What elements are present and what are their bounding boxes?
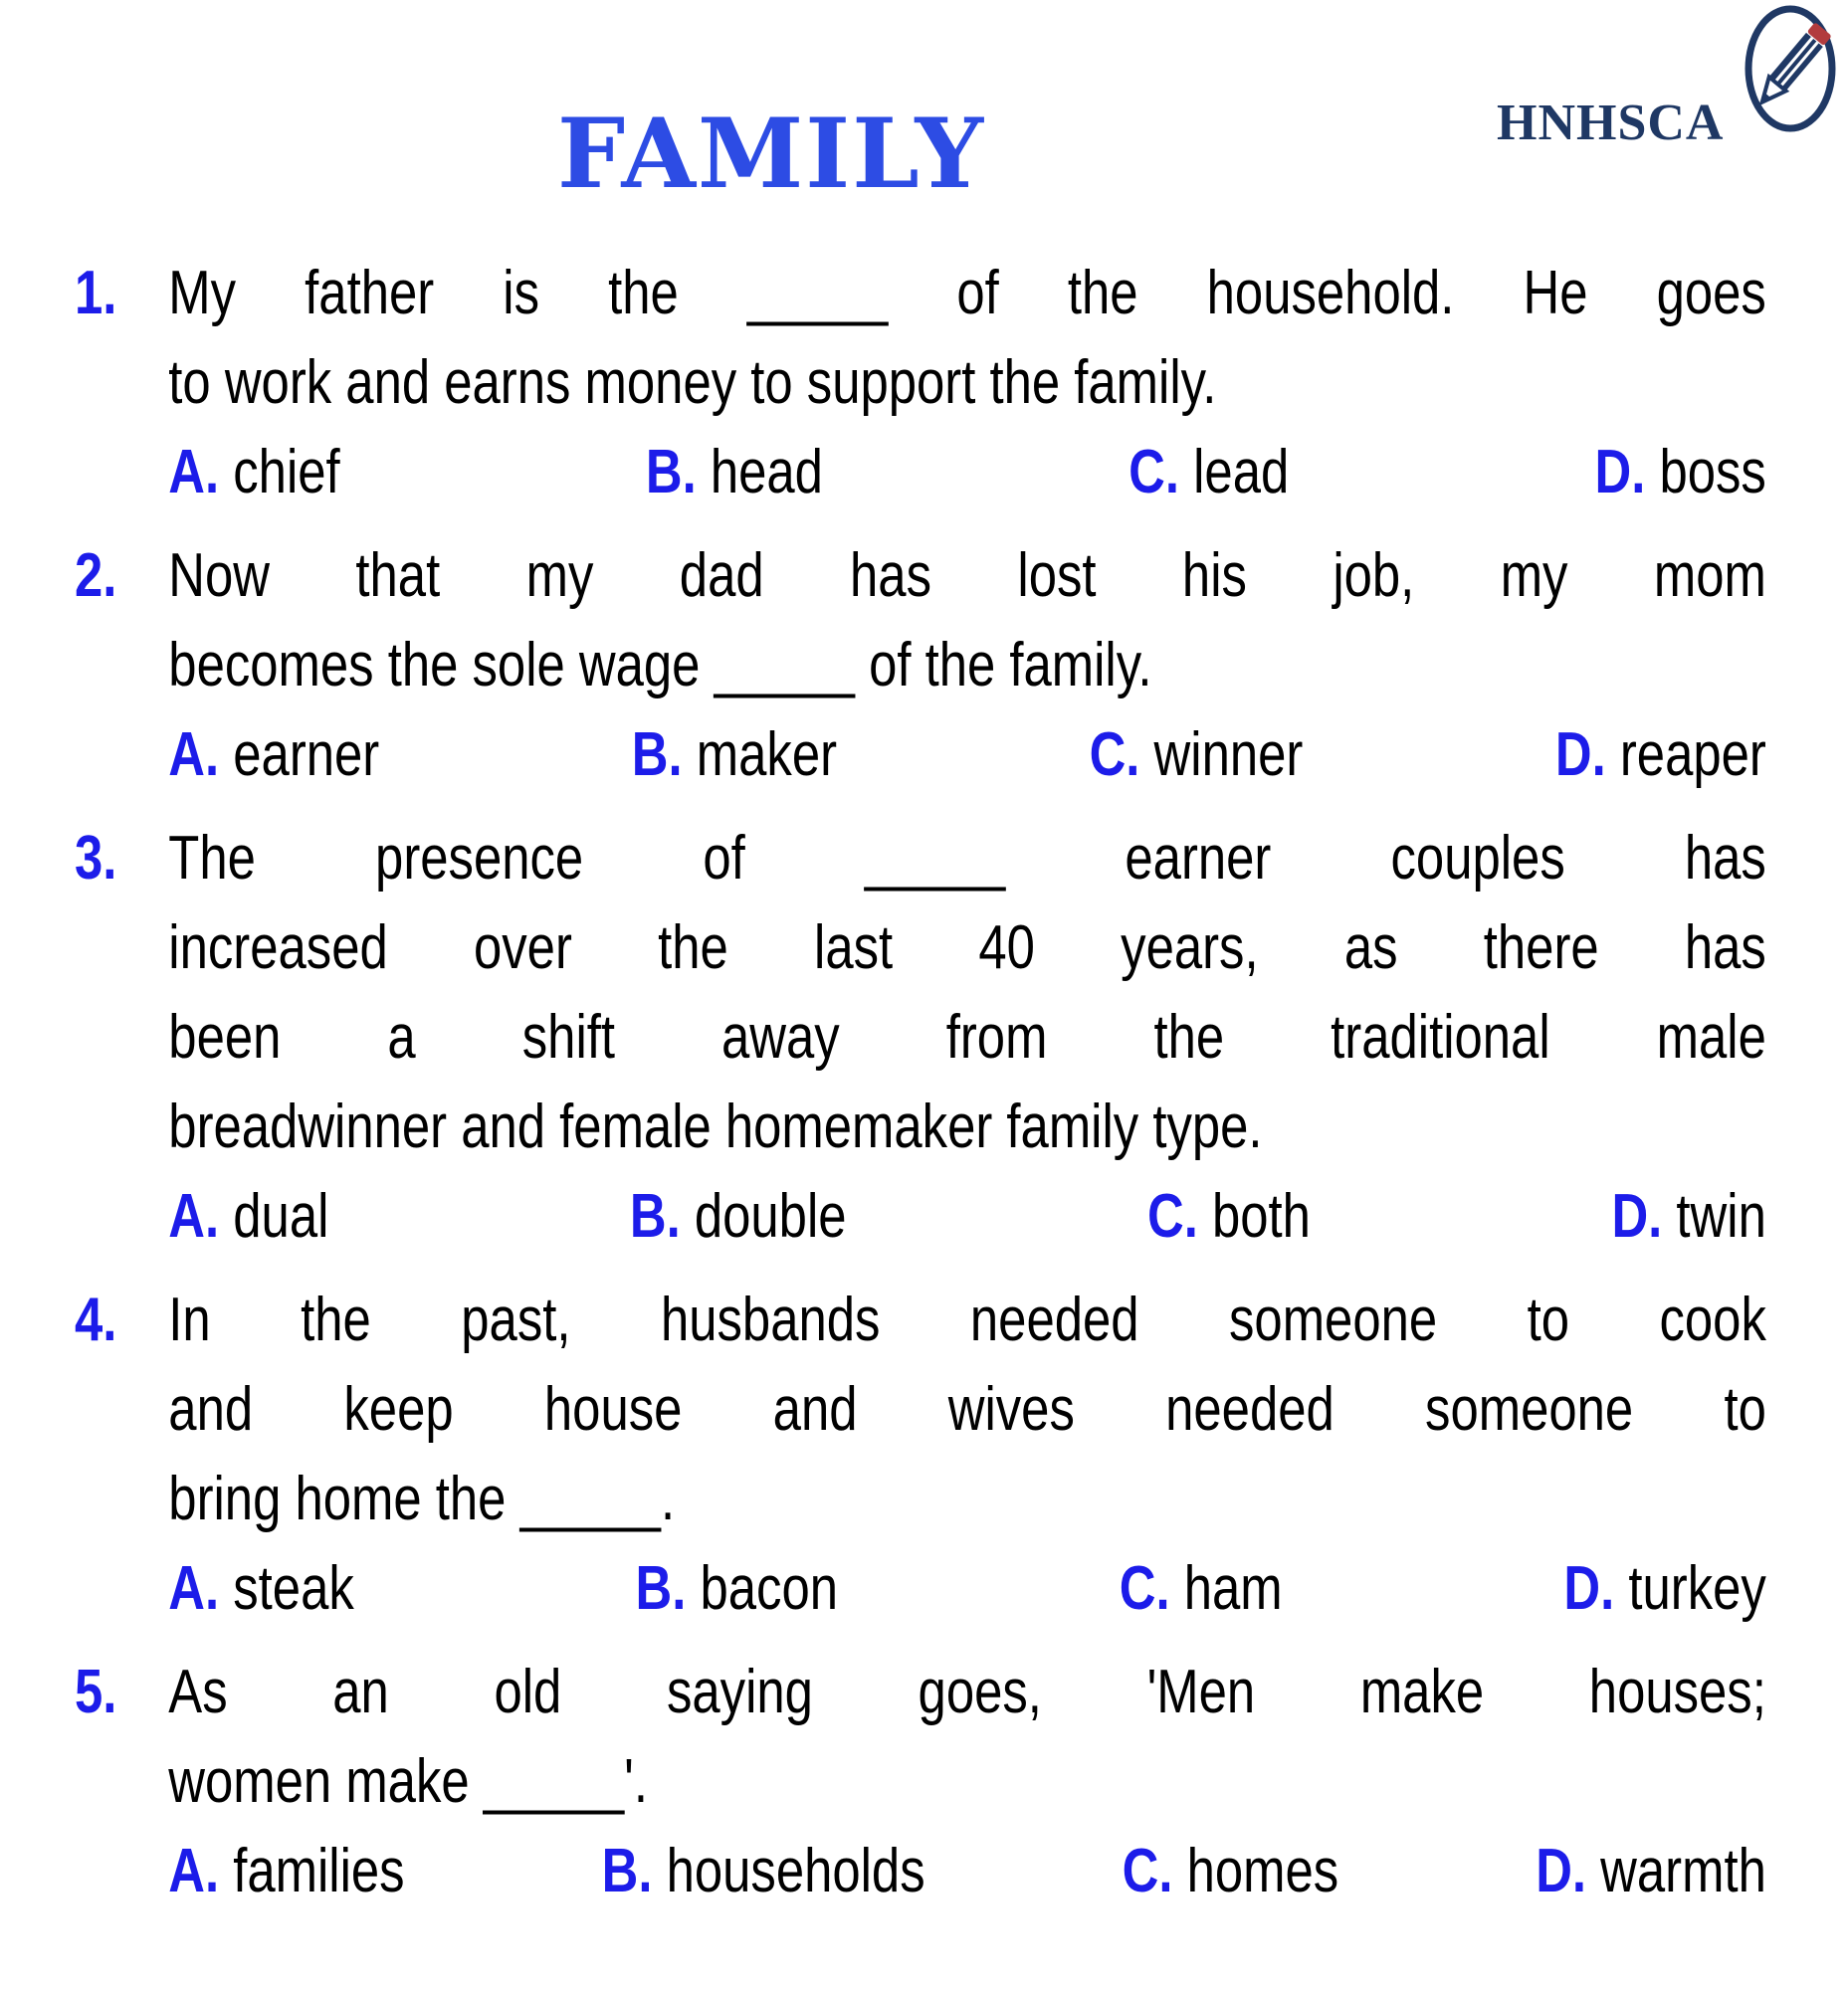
option — [1611, 1172, 1765, 1262]
option — [168, 710, 379, 800]
option-letter: B. — [629, 1182, 681, 1251]
option-text: lead — [1179, 438, 1290, 506]
option — [1563, 1544, 1765, 1634]
questions-section — [75, 249, 1766, 1916]
option — [168, 1172, 328, 1262]
option-letter: C. — [1147, 1182, 1198, 1251]
question-body — [168, 531, 1766, 800]
option-text: maker — [682, 720, 838, 789]
question-line: been a shift away from the traditional male — [168, 1003, 1766, 1072]
logo — [1497, 0, 1840, 151]
question-line: becomes the sole wage _____ of the family. — [168, 631, 1152, 699]
question-number: 5. — [75, 1658, 117, 1726]
option-text: bacon — [686, 1554, 839, 1623]
options-row — [168, 710, 1766, 800]
question-body — [168, 814, 1766, 1262]
option — [1594, 428, 1765, 517]
option-letter: A. — [168, 720, 220, 789]
option-letter: D. — [1536, 1837, 1587, 1905]
option-text: boss — [1645, 438, 1766, 506]
option — [1123, 1827, 1339, 1916]
question-line: The presence of _____ earner couples has — [168, 824, 1766, 893]
option — [1536, 1827, 1766, 1916]
questions-container — [75, 249, 1766, 1916]
options-row — [168, 1172, 1766, 1262]
option-letter: C. — [1129, 438, 1180, 506]
option — [632, 710, 837, 800]
question — [75, 249, 1766, 517]
option-text: winner — [1139, 720, 1304, 789]
question-line: to work and earns money to support the family. — [168, 348, 1217, 417]
question-line: women make _____'. — [168, 1747, 648, 1816]
question-body — [168, 1648, 1766, 1916]
option — [602, 1827, 925, 1916]
option — [1090, 710, 1304, 800]
option-letter: B. — [635, 1554, 687, 1623]
option-letter: D. — [1594, 438, 1646, 506]
question-line: In the past, husbands needed someone to cook — [168, 1286, 1766, 1354]
option-letter: D. — [1611, 1182, 1663, 1251]
option — [636, 1544, 838, 1634]
option-letter: D. — [1563, 1554, 1615, 1623]
option-letter: B. — [631, 720, 683, 789]
question-number: 1. — [75, 259, 117, 327]
option-text: twin — [1662, 1182, 1766, 1251]
option-letter: D. — [1554, 720, 1606, 789]
option-text: warmth — [1586, 1837, 1766, 1905]
logo-text: HNHSCA — [1497, 95, 1725, 151]
option-text: reaper — [1605, 720, 1766, 789]
question-line: and keep house and wives needed someone to — [168, 1375, 1766, 1444]
option — [168, 1544, 353, 1634]
option — [1147, 1172, 1311, 1262]
option — [646, 428, 823, 517]
question-line: As an old saying goes, 'Men make houses; — [168, 1658, 1766, 1726]
option-text: ham — [1169, 1554, 1283, 1623]
option — [1555, 710, 1766, 800]
options-row — [168, 1544, 1766, 1634]
question-line: My father is the _____ of the household. He goes — [168, 259, 1766, 327]
option-letter: B. — [645, 438, 697, 506]
question-line: breadwinner and female homemaker family type. — [168, 1093, 1263, 1161]
question-line: increased over the last 40 years, as there has — [168, 913, 1766, 982]
option-letter: A. — [168, 438, 220, 506]
question — [75, 1648, 1766, 1916]
question-number: 2. — [75, 541, 117, 610]
option-text: homes — [1172, 1837, 1339, 1905]
option-text: households — [652, 1837, 925, 1905]
option-text: steak — [219, 1554, 354, 1623]
option-text: both — [1197, 1182, 1311, 1251]
option-text: chief — [219, 438, 340, 506]
question-line: bring home the _____. — [168, 1465, 676, 1533]
option — [1129, 428, 1289, 517]
option-text: earner — [219, 720, 380, 789]
option — [168, 428, 339, 517]
page-title: FAMILY — [557, 98, 986, 210]
option-letter: A. — [168, 1554, 220, 1623]
option-text: double — [680, 1182, 847, 1251]
option-letter: A. — [168, 1837, 220, 1905]
option-text: head — [696, 438, 823, 506]
question-body — [168, 249, 1766, 517]
question-body — [168, 1276, 1766, 1634]
option-letter: C. — [1119, 1554, 1170, 1623]
option-text: dual — [219, 1182, 329, 1251]
question-line: Now that my dad has lost his job, my mom — [168, 541, 1766, 610]
options-row — [168, 428, 1766, 517]
question — [75, 1276, 1766, 1634]
option-letter: C. — [1122, 1837, 1173, 1905]
options-row — [168, 1827, 1766, 1916]
option-text: families — [219, 1837, 405, 1905]
question-number: 4. — [75, 1286, 117, 1354]
option — [168, 1827, 404, 1916]
question — [75, 814, 1766, 1262]
question-number: 3. — [75, 824, 117, 893]
pencil-icon — [1744, 4, 1837, 133]
option — [1120, 1544, 1283, 1634]
option — [630, 1172, 847, 1262]
option-letter: A. — [168, 1182, 220, 1251]
question — [75, 531, 1766, 800]
option-letter: C. — [1089, 720, 1140, 789]
option-text: turkey — [1614, 1554, 1766, 1623]
option-letter: B. — [601, 1837, 653, 1905]
